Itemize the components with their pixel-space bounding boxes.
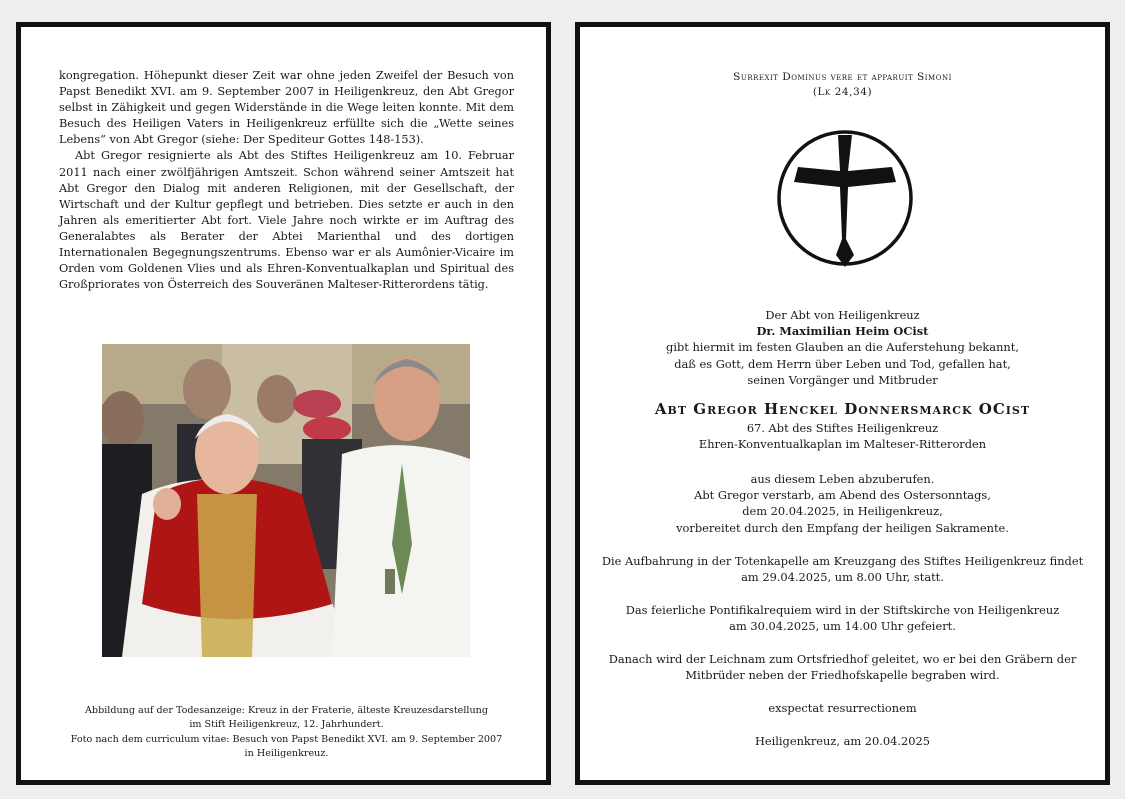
title-line: Ehren-Konventualkaplan im Malteser-Ritterorden — [698, 437, 987, 452]
caption-line: im Stift Heiligenkreuz, 12. Jahrhundert. — [189, 719, 384, 731]
caption-line: Foto nach dem curriculum vitae: Besuch von Papst Benedikt XVI. am 9. September 2007 — [70, 733, 503, 745]
caption-line: in Heiligenkreuz. — [244, 748, 329, 760]
papal-visit-photo — [102, 344, 470, 657]
burial-line: Danach wird der Leichnam zum Ortsfriedhof geleitet, wo er bei den Gräbern der — [608, 652, 1077, 666]
left-page — [16, 22, 551, 785]
title-line: 67. Abt des Stiftes Heiligenkreuz — [746, 421, 939, 435]
requiem-line: am 30.04.2025, um 14.00 Uhr gefeiert. — [729, 619, 956, 634]
motto-reference: (Lk 24,34) — [812, 86, 873, 98]
motto-text: Surrexit Dominus vere et apparuit Simoni — [733, 71, 952, 83]
death-line: Abt Gregor verstarb, am Abend des Ostersonntags, — [694, 488, 991, 503]
announce-line: seinen Vorgänger und Mitbruder — [747, 372, 938, 387]
biography-paragraph-2: Abt Gregor resignierte als Abt des Stiftes Heiligenkreuz am 10. Februar 2011 nach einer zwölfjährigen Amtszeit. Schon während seiner Amtszeit hat Abt Gregor den Dialog mit anderen Religionen, mit der Gesellschaft, der Wirtschaft und der Kultur gepflegt und betrieben. Dies setzte er auch in den Jahren als emeritierter Abt fort. Viele Jahre noch wirkte er im Auftrag des Generalabtes als Berater der Abtei Marienthal und des dortigen Internationalen Begegnungszentrums. Ebenso war er als Aumônier-Vicaire im Orden vom Goldenen Vlies und als Ehren-Konventualkaplan und Spiritual des Großpriorates von Österreich des Souveränen Malteser-Ritterordens tätig. — [59, 149, 514, 292]
requiem-line: Das feierliche Pontifikalrequiem wird in der Stiftskirche von Heiligenkreuz — [625, 603, 1060, 617]
death-line: vorbereitet durch den Empfang der heiligen Sakramente. — [676, 520, 1009, 535]
caption-line: Abbildung auf der Todesanzeige: Kreuz in der Fraterie, älteste Kreuzesdarstellung — [85, 705, 488, 716]
announcement-block — [580, 307, 1105, 388]
place-and-date: Heiligenkreuz, am 20.04.2025 — [754, 734, 931, 748]
scripture-motto — [580, 70, 1105, 100]
death-line: dem 20.04.2025, in Heiligenkreuz, — [742, 504, 943, 519]
death-notice — [580, 471, 1105, 536]
biography-paragraph-1: kongregation. Höhepunkt dieser Zeit war ohne jeden Zweifel der Besuch von Papst Benedikt XVI. am 9. September 2007 in Heiligenkreuz, den Abt Gregor selbst in Zähigkeit und gegen Widerstände in die Wege leiten konnte. Mit dem Besuch des Heiligen Vaters in Heiligenkreuz erfüllte sich die „Wette seines Lebens“ von Abt Gregor (siehe: Der Spediteur Gottes 148-153). — [59, 69, 514, 147]
announce-line: Der Abt von Heiligenkreuz — [765, 308, 920, 322]
biography-text — [59, 68, 514, 293]
announce-line: gibt hiermit im festen Glauben an die Auferstehung bekannt, — [666, 340, 1019, 355]
burial-line: Mitbrüder neben der Friedhofskapelle begraben wird. — [685, 668, 1000, 683]
viewing-line: am 29.04.2025, um 8.00 Uhr, statt. — [741, 570, 944, 585]
closing-phrase: exspectat resurrectionem — [768, 701, 917, 715]
death-line: aus diesem Leben abzuberufen. — [750, 472, 935, 486]
viewing-line: Die Aufbahrung in der Totenkapelle am Kreuzgang des Stiftes Heiligenkreuz findet — [601, 554, 1084, 568]
deceased-name: Abt Gregor Henckel Donnersmarck OCist — [654, 400, 1031, 418]
viewing-notice — [580, 553, 1105, 585]
requiem-notice — [580, 602, 1105, 634]
photo-caption — [59, 704, 514, 762]
cross-emblem-icon — [774, 127, 916, 269]
burial-notice — [580, 651, 1105, 683]
announce-line: daß es Gott, dem Herrn über Leben und Tod, gefallen hat, — [674, 356, 1011, 371]
right-page — [575, 22, 1110, 785]
deceased-titles — [580, 420, 1105, 452]
abbot-name: Dr. Maximilian Heim OCist — [756, 324, 929, 339]
